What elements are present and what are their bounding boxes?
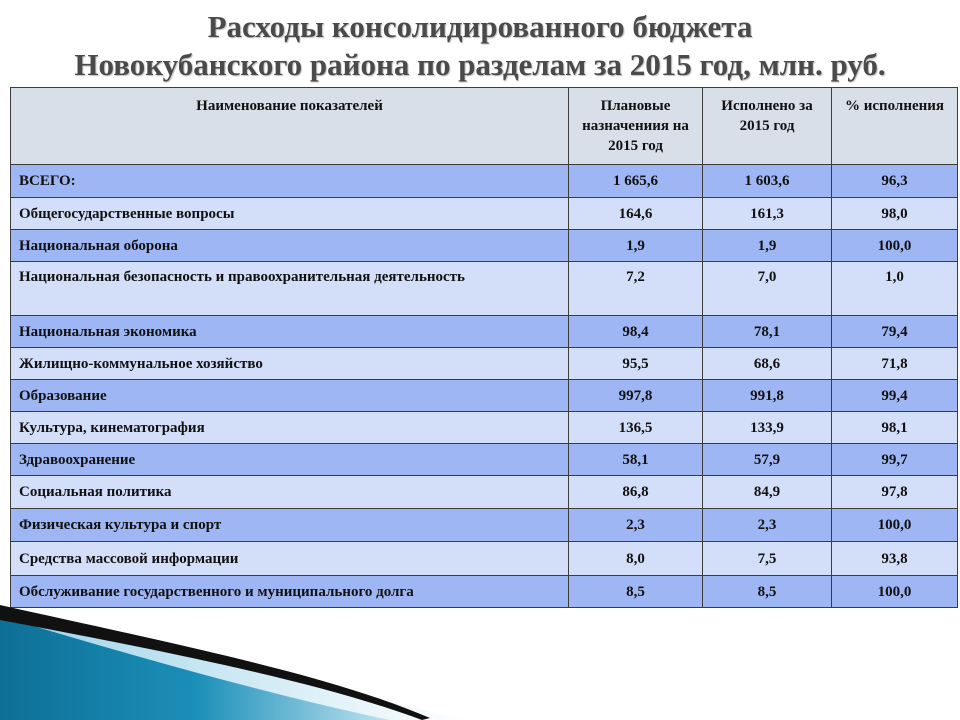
row-percent: 71,8 [832, 348, 958, 380]
row-label: Культура, кинематография [11, 412, 569, 444]
row-label: Национальная экономика [11, 316, 569, 348]
row-label: Национальная оборона [11, 230, 569, 262]
row-label: Общегосударственные вопросы [11, 198, 569, 230]
row-executed: 7,0 [703, 262, 832, 316]
row-executed: 1 603,6 [703, 165, 832, 198]
table-row [11, 380, 958, 412]
row-executed: 68,6 [703, 348, 832, 380]
row-label: Образование [11, 380, 569, 412]
header-percent: % исполнения [832, 88, 958, 165]
row-label: ВСЕГО: [11, 165, 569, 198]
row-planned: 1 665,6 [569, 165, 703, 198]
table-row [11, 542, 958, 576]
row-percent: 100,0 [832, 509, 958, 542]
table-row [11, 348, 958, 380]
row-executed: 1,9 [703, 230, 832, 262]
row-executed: 8,5 [703, 576, 832, 608]
row-label: Здравоохранение [11, 444, 569, 476]
row-executed: 84,9 [703, 476, 832, 509]
row-percent: 1,0 [832, 262, 958, 316]
row-label: Национальная безопасность и правоохранительная деятельность [11, 262, 569, 316]
row-executed: 161,3 [703, 198, 832, 230]
row-label: Жилищно-коммунальное хозяйство [11, 348, 569, 380]
row-percent: 79,4 [832, 316, 958, 348]
budget-table [10, 87, 958, 608]
row-percent: 99,4 [832, 380, 958, 412]
decorative-corner-swoosh [0, 600, 960, 720]
row-percent: 98,1 [832, 412, 958, 444]
row-executed: 2,3 [703, 509, 832, 542]
slide-title-line-1: Расходы консолидированного бюджета [207, 9, 753, 44]
row-executed: 78,1 [703, 316, 832, 348]
row-label: Обслуживание государственного и муниципального долга [11, 576, 569, 608]
row-percent: 99,7 [832, 444, 958, 476]
slide-title-line-2: Новокубанского района по разделам за 2015 год, млн. руб. [74, 47, 886, 82]
row-planned: 997,8 [569, 380, 703, 412]
table-row [11, 412, 958, 444]
row-planned: 2,3 [569, 509, 703, 542]
table-row [11, 230, 958, 262]
row-label: Физическая культура и спорт [11, 509, 569, 542]
row-percent: 98,0 [832, 198, 958, 230]
row-planned: 164,6 [569, 198, 703, 230]
table-row [11, 509, 958, 542]
row-planned: 86,8 [569, 476, 703, 509]
row-planned: 98,4 [569, 316, 703, 348]
row-planned: 1,9 [569, 230, 703, 262]
row-planned: 7,2 [569, 262, 703, 316]
row-planned: 58,1 [569, 444, 703, 476]
header-indicator-name: Наименование показателей [11, 88, 569, 165]
row-label: Социальная политика [11, 476, 569, 509]
row-label: Средства массовой информации [11, 542, 569, 576]
row-executed: 133,9 [703, 412, 832, 444]
row-planned: 136,5 [569, 412, 703, 444]
row-percent: 100,0 [832, 576, 958, 608]
table-row [11, 198, 958, 230]
row-percent: 96,3 [832, 165, 958, 198]
row-percent: 93,8 [832, 542, 958, 576]
row-executed: 7,5 [703, 542, 832, 576]
row-planned: 8,5 [569, 576, 703, 608]
row-percent: 97,8 [832, 476, 958, 509]
table-header-row [11, 88, 958, 165]
row-executed: 57,9 [703, 444, 832, 476]
table-row [11, 165, 958, 198]
header-executed: Исполнено за 2015 год [703, 88, 832, 165]
row-planned: 8,0 [569, 542, 703, 576]
row-planned: 95,5 [569, 348, 703, 380]
row-executed: 991,8 [703, 380, 832, 412]
table-row [11, 444, 958, 476]
row-percent: 100,0 [832, 230, 958, 262]
header-planned: Плановые назначениия на 2015 год [569, 88, 703, 165]
table-row [11, 476, 958, 509]
slide-title [0, 8, 960, 84]
table-row [11, 262, 958, 316]
table-row [11, 316, 958, 348]
